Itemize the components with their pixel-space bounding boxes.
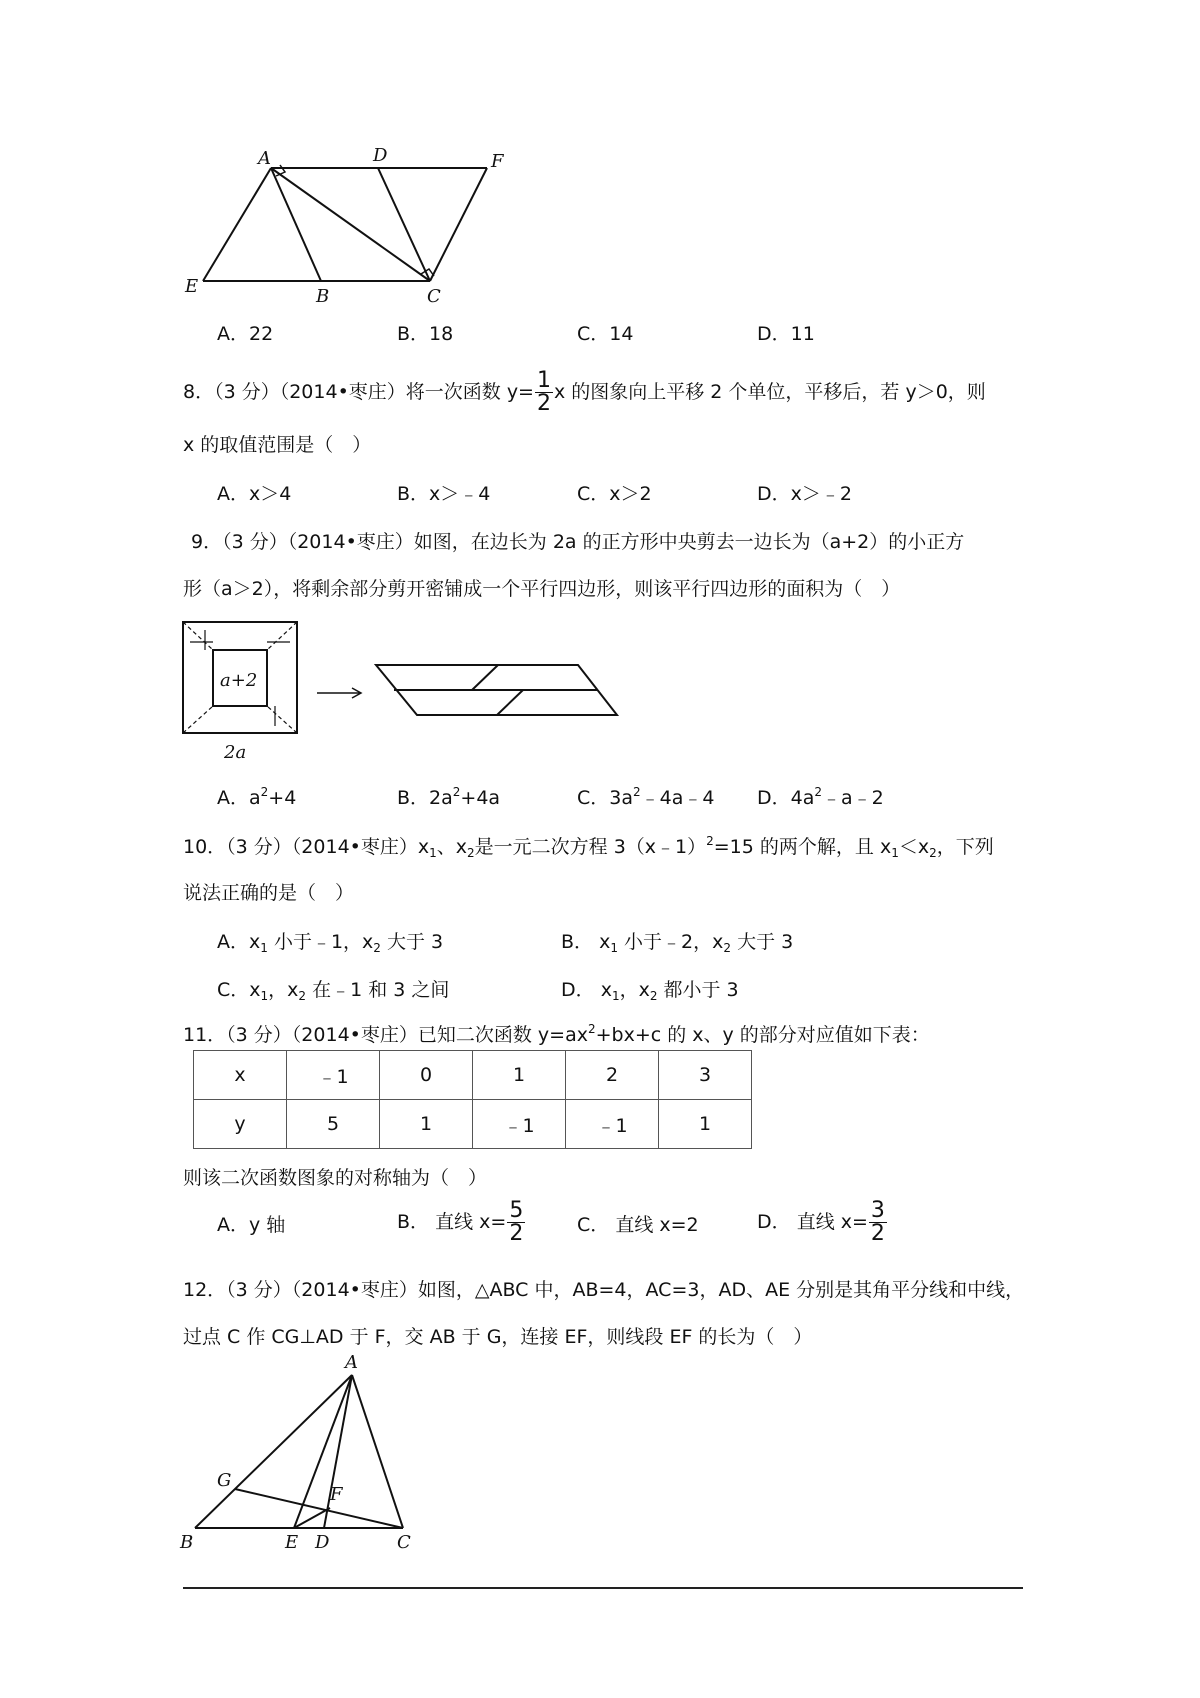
q7-option-a: A．22 bbox=[217, 323, 274, 345]
q11-stem-line1: 11．（3 分）（2014•枣庄）已知二次函数 $y=ax^2+bx+c$ 的 x、y 的部分对应值如下表： bbox=[183, 1022, 930, 1046]
label-F: F bbox=[491, 151, 504, 172]
q9-option-b: B．$2a^2+4a$ bbox=[397, 785, 501, 809]
label-A: A bbox=[345, 1352, 358, 1373]
q8-option-c: C．x＞2 bbox=[577, 483, 652, 505]
q10-option-c: C．$x_1$，$x_2$ 在﹣1 和 3 之间 bbox=[217, 979, 450, 1003]
table-cell: 5 bbox=[287, 1100, 380, 1149]
table-row bbox=[194, 1100, 752, 1149]
footer-rule bbox=[183, 1587, 1023, 1589]
table-cell: ﹣1 bbox=[473, 1100, 566, 1149]
q11-option-d: D． 直线 x= $\frac{3}{2}$ bbox=[757, 1198, 885, 1246]
q9-option-d: D．$4a^2﹣a﹣2$ bbox=[757, 785, 884, 809]
table-cell: ﹣1 bbox=[566, 1100, 659, 1149]
table-cell: 1 bbox=[473, 1051, 566, 1100]
label-D: D bbox=[315, 1532, 330, 1553]
label-G: G bbox=[217, 1470, 232, 1491]
q8-fraction: $\frac{1}{2}$ bbox=[536, 368, 551, 416]
q10-option-a: A．$x_1$ 小于﹣1，$x_2$ 大于 3 bbox=[217, 931, 444, 955]
q9-option-a: A．$a^2+4$ bbox=[217, 785, 297, 809]
table-cell: x bbox=[194, 1051, 287, 1100]
q8-stem-line1: 8．（3 分）（2014•枣庄）将一次函数 y= $\frac{1}{2}$ x 的图象向上平移 2 个单位，平移后，若 y＞0，则 bbox=[183, 368, 986, 416]
label-F: F bbox=[330, 1484, 343, 1505]
label-B: B bbox=[180, 1532, 194, 1553]
q10-option-d: D． $x_1$，$x_2$ 都小于 3 bbox=[561, 979, 739, 1003]
table-cell: y bbox=[194, 1100, 287, 1149]
label-C: C bbox=[427, 286, 441, 307]
q8-option-a: A．x＞4 bbox=[217, 483, 292, 505]
q11-d-fraction: $\frac{3}{2}$ bbox=[870, 1198, 885, 1246]
q7-option-d: D．11 bbox=[757, 323, 815, 345]
q11-option-b: B． 直线 x= $\frac{5}{2}$ bbox=[397, 1198, 524, 1246]
table-cell: 0 bbox=[380, 1051, 473, 1100]
q12-stem-line2: 过点 C 作 CG⊥AD 于 F，交 AB 于 G，连接 EF，则线段 EF 的长为（ ） bbox=[183, 1326, 813, 1348]
table-cell: 2 bbox=[566, 1051, 659, 1100]
q8-stem-line2: x 的取值范围是（ ） bbox=[183, 434, 372, 456]
table-row bbox=[194, 1051, 752, 1100]
q12-stem-line1: 12．（3 分）（2014•枣庄）如图，△ABC 中，AB=4，AC=3，AD、AE 分别是其角平分线和中线， bbox=[183, 1279, 1025, 1301]
label-C: C bbox=[397, 1532, 411, 1553]
q11-option-c: C． 直线 x=2 bbox=[577, 1214, 699, 1236]
q8-option-d: D．x＞﹣2 bbox=[757, 483, 852, 505]
label-B: B bbox=[316, 286, 330, 307]
q9-outer-label: 2a bbox=[224, 742, 247, 763]
q9-option-c: C．$3a^2﹣4a﹣4$ bbox=[577, 785, 715, 809]
q7-figure bbox=[175, 140, 515, 310]
q9-inner-label: a+2 bbox=[220, 670, 258, 691]
table-cell: 1 bbox=[380, 1100, 473, 1149]
q11-stem-line2: 则该二次函数图象的对称轴为（ ） bbox=[183, 1167, 488, 1189]
q11-value-table bbox=[193, 1050, 752, 1149]
q11-b-fraction: $\frac{5}{2}$ bbox=[509, 1198, 524, 1246]
q9-stem-line2: 形（a＞2），将剩余部分剪开密铺成一个平行四边形，则该平行四边形的面积为（ ） bbox=[183, 578, 901, 600]
table-cell: ﹣1 bbox=[287, 1051, 380, 1100]
table-cell: 3 bbox=[659, 1051, 752, 1100]
q10-stem-line1: 10．（3 分）（2014•枣庄）$x_1$、$x_2$是一元二次方程 3（x﹣1）$^2$=15 的两个解，且 $x_1<x_2$，下列 bbox=[183, 834, 994, 860]
q7-option-c: C．14 bbox=[577, 323, 634, 345]
label-E: E bbox=[185, 276, 199, 297]
q10-option-b: B． $x_1$ 小于﹣2，$x_2$ 大于 3 bbox=[561, 931, 794, 955]
label-A: A bbox=[258, 148, 271, 169]
q7-option-b: B．18 bbox=[397, 323, 454, 345]
q11-option-a: A．y 轴 bbox=[217, 1214, 286, 1236]
q9-stem-line1: 9．（3 分）（2014•枣庄）如图，在边长为 2a 的正方形中央剪去一边长为（a+2）的小正方 bbox=[191, 531, 965, 553]
q10-stem-line2: 说法正确的是（ ） bbox=[183, 882, 355, 904]
label-E: E bbox=[285, 1532, 299, 1553]
q8-option-b: B．x＞﹣4 bbox=[397, 483, 491, 505]
label-D: D bbox=[373, 145, 388, 166]
q12-figure bbox=[175, 1350, 435, 1555]
q9-figure bbox=[180, 618, 720, 763]
table-cell: 1 bbox=[659, 1100, 752, 1149]
